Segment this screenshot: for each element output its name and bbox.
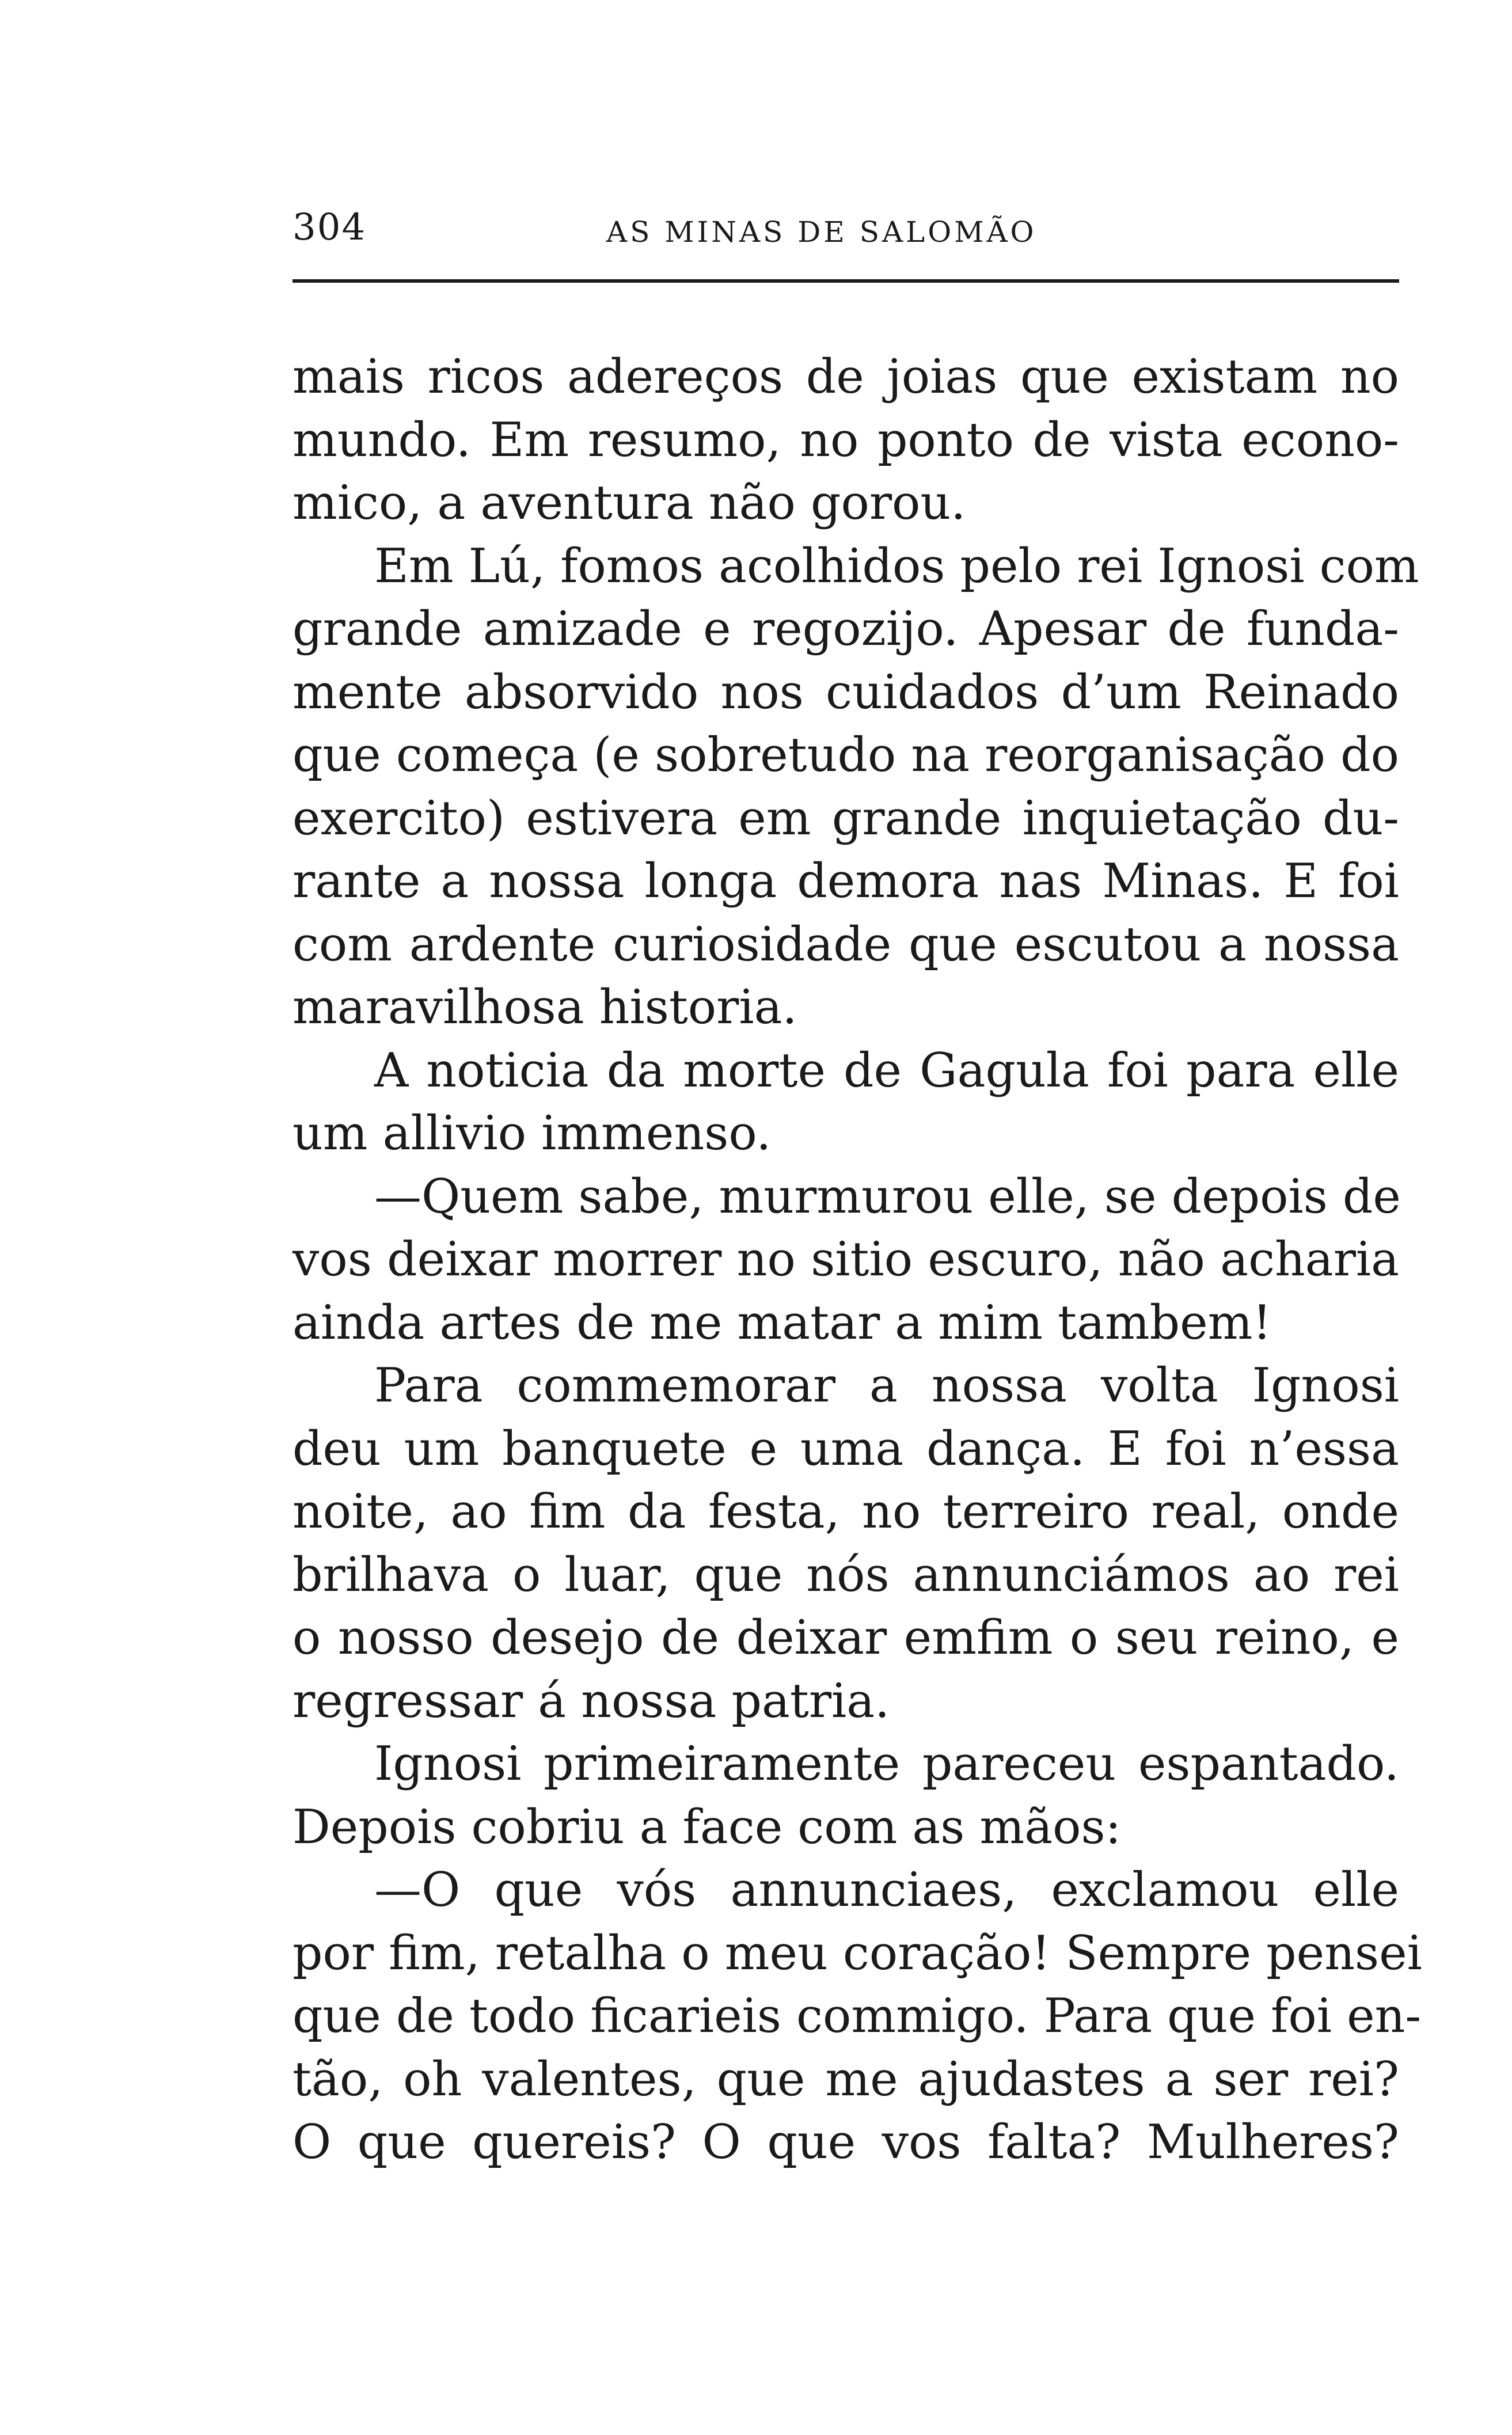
page-number: 304	[292, 206, 367, 249]
text-line: o nosso desejo de deixar emfim o seu reino, e	[292, 1610, 1399, 1665]
text-line: rante a nossa longa demora nas Minas. E foi	[292, 854, 1399, 909]
text-line: um allivio immenso.	[292, 1106, 772, 1161]
text-line: —Quem sabe, murmurou elle, se depois de	[374, 1169, 1401, 1224]
text-line: que começa (e sobretudo na reorganisação do	[292, 728, 1399, 782]
text-line: A noticia da morte de Gagula foi para elle	[374, 1043, 1399, 1098]
text-line: grande amizade e regozijo. Apesar de funda-	[292, 602, 1399, 656]
text-line: noite, ao fim da festa, no terreiro real, onde	[292, 1484, 1399, 1539]
text-line: Depois cobriu a face com as mãos:	[292, 1799, 1122, 1855]
text-line: regressar á nossa patria.	[292, 1673, 890, 1729]
text-line: brilhava o luar, que nós annunciámos ao rei	[292, 1547, 1399, 1602]
text-line: mico, a aventura não gorou.	[292, 476, 966, 530]
body-text	[292, 345, 1422, 2174]
text-line: exercito) estivera em grande inquietação du-	[292, 791, 1399, 846]
text-line: mais ricos adereços de joias que existam no	[292, 350, 1399, 404]
text-line: O que quereis? O que vos falta? Mulheres?	[292, 2115, 1399, 2170]
text-line: por fim, retalha o meu coração! Sempre pensei	[292, 1925, 1422, 1981]
text-line: mente absorvido nos cuidados d’um Reinado	[292, 664, 1399, 720]
text-line: com ardente curiosidade que escutou a nossa	[292, 917, 1399, 972]
header-rule	[292, 279, 1399, 283]
text-line: Para commemorar a nossa volta Ignosi	[374, 1358, 1399, 1413]
text-line: maravilhosa historia.	[292, 980, 797, 1035]
text-line: ainda artes de me matar a mim tambem!	[292, 1295, 1272, 1350]
text-line: Ignosi primeiramente pareceu espantado.	[374, 1737, 1399, 1791]
text-line: vos deixar morrer no sitio escuro, não acharia	[292, 1232, 1399, 1287]
text-line: —O que vós annunciaes, exclamou elle	[374, 1863, 1399, 1917]
text-line: mundo. Em resumo, no ponto de vista econo-	[292, 412, 1399, 468]
running-title: AS MINAS DE SALOMÃO	[606, 215, 1037, 249]
text-line: deu um banquete e uma dança. E foi n’essa	[292, 1421, 1399, 1476]
text-line: Em Lú, fomos acolhidos pelo rei Ignosi com	[374, 538, 1419, 594]
text-line: que de todo ficarieis commigo. Para que foi en-	[292, 1989, 1422, 2043]
page-header	[292, 202, 1398, 253]
text-line: tão, oh valentes, que me ajudastes a ser rei?	[292, 2052, 1399, 2107]
